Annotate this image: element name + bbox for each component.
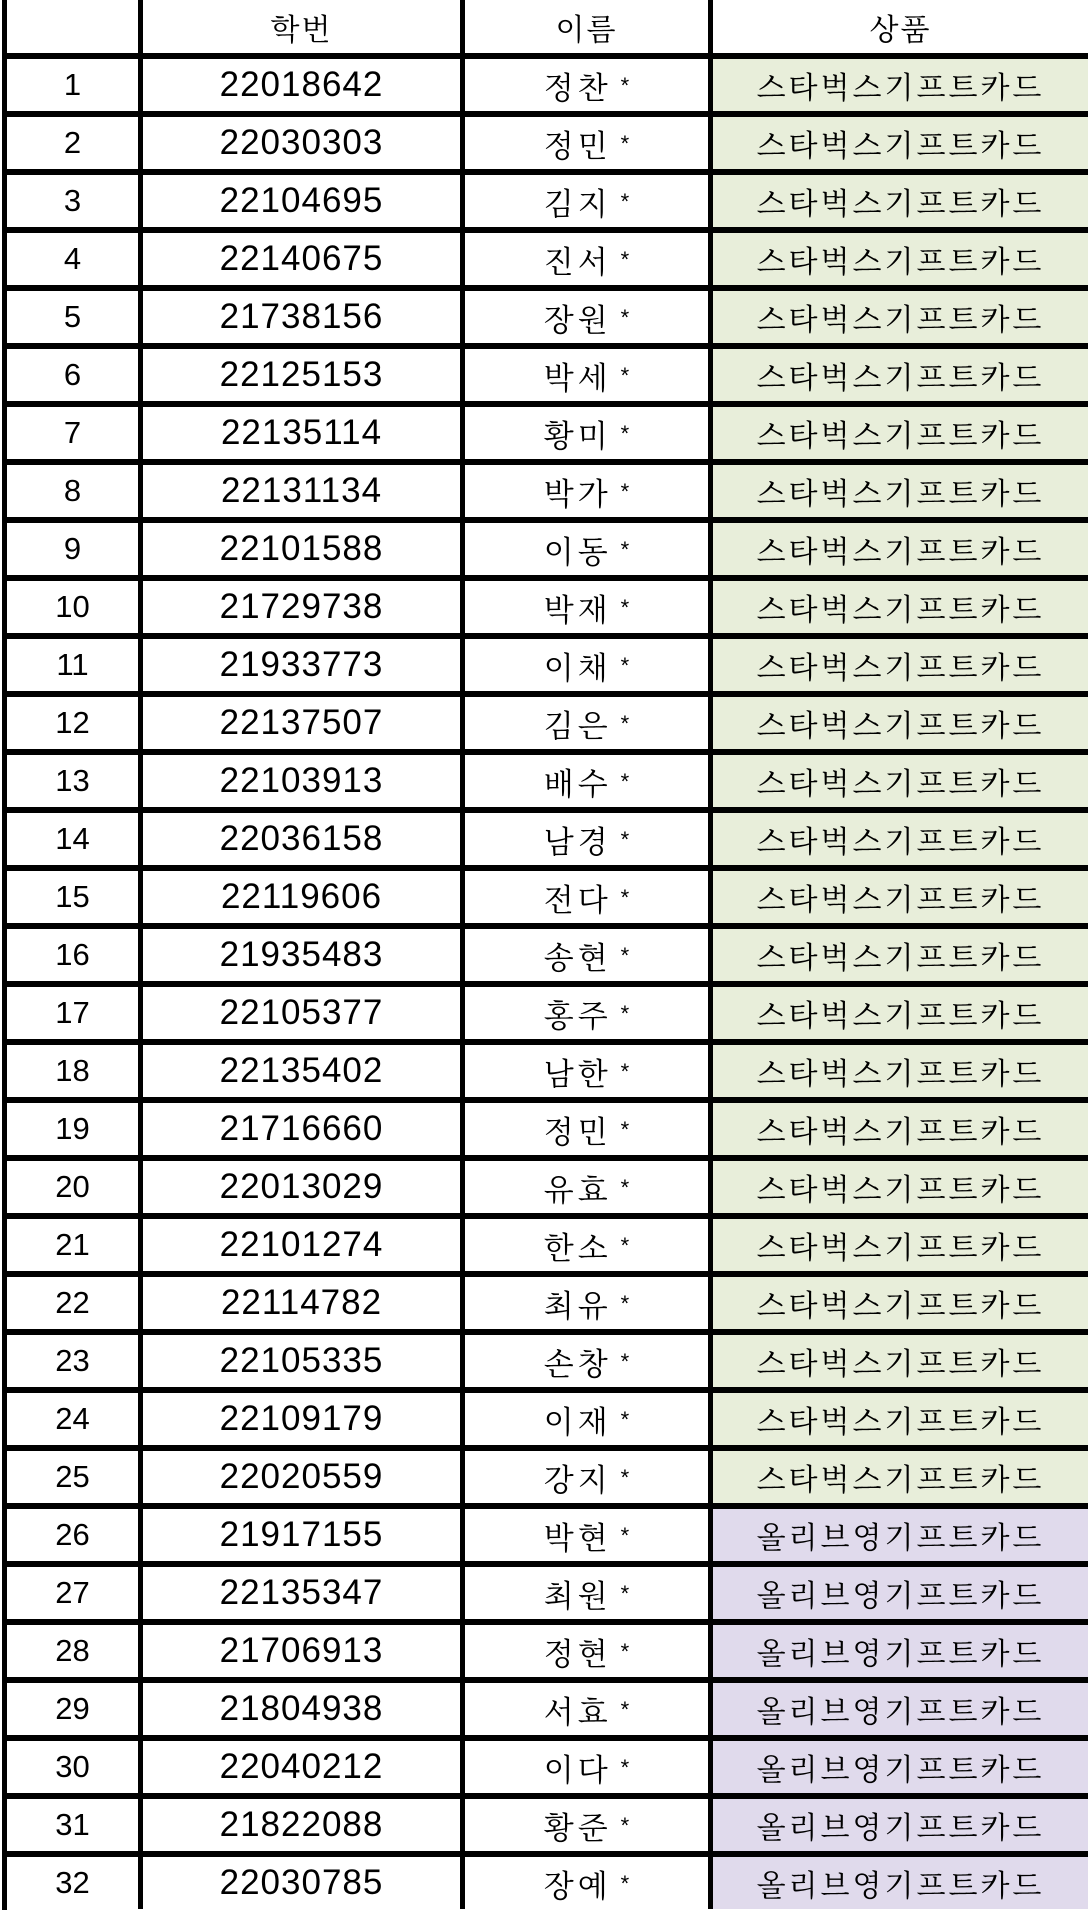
rank-cell: 23 xyxy=(7,1335,143,1387)
prize-cell: 스타벅스기프트카드 xyxy=(713,987,1088,1039)
rank-cell: 26 xyxy=(7,1509,143,1561)
masked-name-text: 강지 xyxy=(543,1462,612,1498)
table-row xyxy=(7,1851,1088,1909)
prize-cell: 올리브영기프트카드 xyxy=(713,1799,1088,1851)
mask-asterisk: * xyxy=(620,769,630,794)
rank-cell: 27 xyxy=(7,1567,143,1619)
mask-asterisk: * xyxy=(620,1349,630,1374)
header-cell-name: 이름 xyxy=(465,0,713,53)
table-row xyxy=(7,1097,1088,1155)
masked-name-text: 김지 xyxy=(543,186,612,222)
mask-asterisk: * xyxy=(620,247,630,272)
table-row xyxy=(7,343,1088,401)
student-id-cell: 22109179 xyxy=(143,1393,465,1445)
prize-cell: 스타벅스기프트카드 xyxy=(713,349,1088,401)
mask-asterisk: * xyxy=(620,537,630,562)
rank-cell: 19 xyxy=(7,1103,143,1155)
masked-name-text: 박재 xyxy=(543,592,612,628)
student-id-cell: 21706913 xyxy=(143,1625,465,1677)
student-id-cell: 22105335 xyxy=(143,1335,465,1387)
table-row xyxy=(7,633,1088,691)
table-row xyxy=(7,1155,1088,1213)
rank-cell: 14 xyxy=(7,813,143,865)
table-row xyxy=(7,401,1088,459)
masked-name-text: 서효 xyxy=(543,1694,612,1730)
prize-cell: 올리브영기프트카드 xyxy=(713,1567,1088,1619)
rank-cell: 7 xyxy=(7,407,143,459)
rank-cell: 3 xyxy=(7,175,143,227)
student-id-cell: 21933773 xyxy=(143,639,465,691)
mask-asterisk: * xyxy=(620,1407,630,1432)
prize-cell: 올리브영기프트카드 xyxy=(713,1741,1088,1793)
prize-cell: 스타벅스기프트카드 xyxy=(713,929,1088,981)
student-id-cell: 21738156 xyxy=(143,291,465,343)
student-id-cell: 22119606 xyxy=(143,871,465,923)
mask-asterisk: * xyxy=(620,1755,630,1780)
masked-name-text: 남한 xyxy=(543,1056,612,1092)
table-row xyxy=(7,1039,1088,1097)
table-row xyxy=(7,1387,1088,1445)
masked-name-text: 배수 xyxy=(543,766,612,802)
student-id-cell: 22040212 xyxy=(143,1741,465,1793)
masked-name-text: 홍주 xyxy=(543,998,612,1034)
rank-cell: 21 xyxy=(7,1219,143,1271)
masked-name-text: 전다 xyxy=(543,882,612,918)
masked-name-text: 박현 xyxy=(543,1520,612,1556)
student-id-cell: 21729738 xyxy=(143,581,465,633)
rank-cell: 10 xyxy=(7,581,143,633)
rank-cell: 24 xyxy=(7,1393,143,1445)
table-row xyxy=(7,169,1088,227)
header-cell-rank xyxy=(7,0,143,53)
mask-asterisk: * xyxy=(620,479,630,504)
masked-name-text: 김은 xyxy=(543,708,612,744)
prize-cell: 스타벅스기프트카드 xyxy=(713,697,1088,749)
prize-cell: 올리브영기프트카드 xyxy=(713,1625,1088,1677)
student-id-cell: 22030303 xyxy=(143,117,465,169)
name-cell xyxy=(465,1683,713,1735)
prize-cell: 스타벅스기프트카드 xyxy=(713,813,1088,865)
student-id-cell: 22135114 xyxy=(143,407,465,459)
student-id-cell: 22013029 xyxy=(143,1161,465,1213)
rank-cell: 2 xyxy=(7,117,143,169)
masked-name-text: 진서 xyxy=(543,244,612,280)
prize-cell: 스타벅스기프트카드 xyxy=(713,407,1088,459)
mask-asterisk: * xyxy=(620,1639,630,1664)
student-id-cell: 21716660 xyxy=(143,1103,465,1155)
student-id-cell: 22104695 xyxy=(143,175,465,227)
rank-cell: 20 xyxy=(7,1161,143,1213)
masked-name-text: 정찬 xyxy=(543,70,612,106)
masked-name-text: 이채 xyxy=(543,650,612,686)
name-cell xyxy=(465,291,713,343)
rank-cell: 32 xyxy=(7,1857,143,1909)
name-cell xyxy=(465,1335,713,1387)
student-id-cell: 21822088 xyxy=(143,1799,465,1851)
student-id-cell: 22131134 xyxy=(143,465,465,517)
table-row xyxy=(7,981,1088,1039)
mask-asterisk: * xyxy=(620,1001,630,1026)
name-cell xyxy=(465,59,713,111)
rank-cell: 28 xyxy=(7,1625,143,1677)
student-id-cell: 22135402 xyxy=(143,1045,465,1097)
name-cell xyxy=(465,1451,713,1503)
name-cell xyxy=(465,465,713,517)
prize-cell: 스타벅스기프트카드 xyxy=(713,1045,1088,1097)
mask-asterisk: * xyxy=(620,363,630,388)
prize-cell: 스타벅스기프트카드 xyxy=(713,581,1088,633)
table-row xyxy=(7,459,1088,517)
name-cell xyxy=(465,1277,713,1329)
name-cell xyxy=(465,1625,713,1677)
student-id-cell: 22135347 xyxy=(143,1567,465,1619)
masked-name-text: 이다 xyxy=(543,1752,612,1788)
prize-cell: 올리브영기프트카드 xyxy=(713,1857,1088,1909)
prize-cell: 스타벅스기프트카드 xyxy=(713,871,1088,923)
mask-asterisk: * xyxy=(620,1291,630,1316)
prize-cell: 스타벅스기프트카드 xyxy=(713,523,1088,575)
name-cell xyxy=(465,813,713,865)
student-id-cell: 22103913 xyxy=(143,755,465,807)
student-id-cell: 22105377 xyxy=(143,987,465,1039)
table-row xyxy=(7,1561,1088,1619)
mask-asterisk: * xyxy=(620,421,630,446)
prize-cell: 올리브영기프트카드 xyxy=(713,1509,1088,1561)
table-row xyxy=(7,517,1088,575)
student-id-cell: 22018642 xyxy=(143,59,465,111)
table-row xyxy=(7,749,1088,807)
prize-cell: 스타벅스기프트카드 xyxy=(713,233,1088,285)
name-cell xyxy=(465,581,713,633)
mask-asterisk: * xyxy=(620,1117,630,1142)
name-cell xyxy=(465,1161,713,1213)
table-row xyxy=(7,1271,1088,1329)
masked-name-text: 정민 xyxy=(543,128,612,164)
rank-cell: 18 xyxy=(7,1045,143,1097)
student-id-cell: 22036158 xyxy=(143,813,465,865)
mask-asterisk: * xyxy=(620,305,630,330)
prize-cell: 올리브영기프트카드 xyxy=(713,1683,1088,1735)
rank-cell: 13 xyxy=(7,755,143,807)
mask-asterisk: * xyxy=(620,1233,630,1258)
student-id-cell: 22140675 xyxy=(143,233,465,285)
name-cell xyxy=(465,117,713,169)
mask-asterisk: * xyxy=(620,1059,630,1084)
masked-name-text: 장예 xyxy=(543,1868,612,1904)
name-cell xyxy=(465,523,713,575)
prize-cell: 스타벅스기프트카드 xyxy=(713,1219,1088,1271)
mask-asterisk: * xyxy=(620,653,630,678)
prize-cell: 스타벅스기프트카드 xyxy=(713,1393,1088,1445)
name-cell xyxy=(465,755,713,807)
mask-asterisk: * xyxy=(620,1697,630,1722)
student-id-cell: 22101274 xyxy=(143,1219,465,1271)
rank-cell: 16 xyxy=(7,929,143,981)
masked-name-text: 송현 xyxy=(543,940,612,976)
prize-cell: 스타벅스기프트카드 xyxy=(713,755,1088,807)
name-cell xyxy=(465,1567,713,1619)
table-row xyxy=(7,53,1088,111)
rank-cell: 31 xyxy=(7,1799,143,1851)
name-cell xyxy=(465,1393,713,1445)
masked-name-text: 장원 xyxy=(543,302,612,338)
rank-cell: 22 xyxy=(7,1277,143,1329)
mask-asterisk: * xyxy=(620,1465,630,1490)
prize-cell: 스타벅스기프트카드 xyxy=(713,175,1088,227)
table-header-row xyxy=(7,0,1088,53)
mask-asterisk: * xyxy=(620,189,630,214)
table-row xyxy=(7,1677,1088,1735)
mask-asterisk: * xyxy=(620,595,630,620)
name-cell xyxy=(465,697,713,749)
masked-name-text: 최원 xyxy=(543,1578,612,1614)
mask-asterisk: * xyxy=(620,1581,630,1606)
prize-cell: 스타벅스기프트카드 xyxy=(713,1335,1088,1387)
masked-name-text: 이재 xyxy=(543,1404,612,1440)
rank-cell: 29 xyxy=(7,1683,143,1735)
masked-name-text: 남경 xyxy=(543,824,612,860)
student-id-cell: 22030785 xyxy=(143,1857,465,1909)
student-id-cell: 22137507 xyxy=(143,697,465,749)
masked-name-text: 박가 xyxy=(543,476,612,512)
rank-cell: 30 xyxy=(7,1741,143,1793)
table-row xyxy=(7,807,1088,865)
student-id-cell: 22020559 xyxy=(143,1451,465,1503)
masked-name-text: 최유 xyxy=(543,1288,612,1324)
student-id-cell: 21804938 xyxy=(143,1683,465,1735)
rank-cell: 5 xyxy=(7,291,143,343)
student-id-cell: 21935483 xyxy=(143,929,465,981)
table-body xyxy=(7,53,1088,1909)
name-cell xyxy=(465,1219,713,1271)
table-row xyxy=(7,691,1088,749)
table-row xyxy=(7,1735,1088,1793)
name-cell xyxy=(465,929,713,981)
student-id-cell: 22125153 xyxy=(143,349,465,401)
prize-cell: 스타벅스기프트카드 xyxy=(713,117,1088,169)
name-cell xyxy=(465,987,713,1039)
masked-name-text: 유효 xyxy=(543,1172,612,1208)
student-id-cell: 21917155 xyxy=(143,1509,465,1561)
masked-name-text: 손창 xyxy=(543,1346,612,1382)
rank-cell: 4 xyxy=(7,233,143,285)
header-cell-prize: 상품 xyxy=(869,13,932,47)
name-cell xyxy=(465,639,713,691)
masked-name-text: 박세 xyxy=(543,360,612,396)
table-row xyxy=(7,285,1088,343)
mask-asterisk: * xyxy=(620,1813,630,1838)
name-cell xyxy=(465,1045,713,1097)
masked-name-text: 이동 xyxy=(543,534,612,570)
table-row xyxy=(7,1445,1088,1503)
name-cell xyxy=(465,233,713,285)
table-row xyxy=(7,1213,1088,1271)
prize-cell: 스타벅스기프트카드 xyxy=(713,1161,1088,1213)
winners-table xyxy=(2,0,1088,1910)
mask-asterisk: * xyxy=(620,131,630,156)
masked-name-text: 황미 xyxy=(543,418,612,454)
student-id-cell: 22101588 xyxy=(143,523,465,575)
mask-asterisk: * xyxy=(620,73,630,98)
prize-cell: 스타벅스기프트카드 xyxy=(713,1277,1088,1329)
mask-asterisk: * xyxy=(620,1175,630,1200)
rank-cell: 6 xyxy=(7,349,143,401)
mask-asterisk: * xyxy=(620,943,630,968)
name-cell xyxy=(465,407,713,459)
name-cell xyxy=(465,1799,713,1851)
rank-cell: 11 xyxy=(7,639,143,691)
header-cell-student-id: 학번 xyxy=(143,0,465,53)
masked-name-text: 한소 xyxy=(543,1230,612,1266)
mask-asterisk: * xyxy=(620,1871,630,1896)
name-cell xyxy=(465,1741,713,1793)
name-cell xyxy=(465,349,713,401)
masked-name-text: 황준 xyxy=(543,1810,612,1846)
rank-cell: 8 xyxy=(7,465,143,517)
mask-asterisk: * xyxy=(620,827,630,852)
table-row xyxy=(7,111,1088,169)
table-row xyxy=(7,865,1088,923)
prize-cell: 스타벅스기프트카드 xyxy=(713,1103,1088,1155)
table-row xyxy=(7,575,1088,633)
table-row xyxy=(7,1503,1088,1561)
prize-cell: 스타벅스기프트카드 xyxy=(713,639,1088,691)
rank-cell: 15 xyxy=(7,871,143,923)
name-cell xyxy=(465,175,713,227)
table-row xyxy=(7,923,1088,981)
name-cell xyxy=(465,1857,713,1909)
table-row xyxy=(7,1619,1088,1677)
prize-cell: 스타벅스기프트카드 xyxy=(713,291,1088,343)
name-cell xyxy=(465,1103,713,1155)
table-row xyxy=(7,227,1088,285)
table-row xyxy=(7,1329,1088,1387)
prize-cell: 스타벅스기프트카드 xyxy=(713,465,1088,517)
mask-asterisk: * xyxy=(620,885,630,910)
masked-name-text: 정민 xyxy=(543,1114,612,1150)
prize-cell: 스타벅스기프트카드 xyxy=(713,59,1088,111)
name-cell xyxy=(465,871,713,923)
table-row xyxy=(7,1793,1088,1851)
rank-cell: 1 xyxy=(7,59,143,111)
rank-cell: 25 xyxy=(7,1451,143,1503)
mask-asterisk: * xyxy=(620,1523,630,1548)
student-id-cell: 22114782 xyxy=(143,1277,465,1329)
rank-cell: 9 xyxy=(7,523,143,575)
masked-name-text: 정현 xyxy=(543,1636,612,1672)
name-cell xyxy=(465,1509,713,1561)
rank-cell: 17 xyxy=(7,987,143,1039)
prize-cell: 스타벅스기프트카드 xyxy=(713,1451,1088,1503)
rank-cell: 12 xyxy=(7,697,143,749)
mask-asterisk: * xyxy=(620,711,630,736)
